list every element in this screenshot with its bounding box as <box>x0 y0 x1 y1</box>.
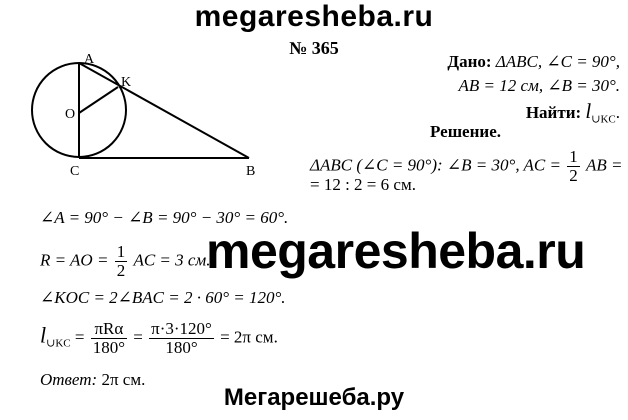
arc-substitution: $\frac{\pi\cdot 3\cdot 120^\circ}{180^\circ}$ <box>151 319 212 357</box>
given-line-2 <box>458 76 620 96</box>
answer-value: 2π см. <box>101 370 146 389</box>
solution-step-5: $l_{\cup KC}$ = $\frac{\text{πRα}}{180^\circ}$ = $\frac{\pi\cdot 3\cdot 120^\circ}{180^\circ}$ = 2π см. <box>40 319 278 357</box>
solution-step-4: ∠KOC = 2∠BAC = 2 · 60° = 120°. <box>40 288 286 307</box>
fraction-half: $\frac{1}{2}$ <box>116 242 126 280</box>
segment-ab <box>79 63 249 158</box>
label-b: B <box>246 164 256 179</box>
find-subscript: ∪KC <box>591 113 616 126</box>
watermark-middle: megaresheba.ru <box>206 223 586 279</box>
step1-pre: ΔABC (∠C = 90°): ∠B = 30°, AC = <box>310 155 561 175</box>
find-end: . <box>615 103 620 122</box>
problem-number: № 365 <box>289 38 339 58</box>
step1-post: AB = <box>585 155 623 175</box>
given-values: AB = 12 см, ∠B = 30°. <box>458 76 620 95</box>
find-symbol: l <box>585 99 592 123</box>
solution-step-1b: = 12 : 2 = 6 см. <box>310 175 416 194</box>
label-o: O <box>65 107 76 122</box>
find-label: Найти: <box>525 103 582 122</box>
given-line-1 <box>447 52 620 72</box>
step3-pre: R = AO = <box>40 250 109 270</box>
segment-ok <box>79 87 118 113</box>
label-c: C <box>70 164 80 179</box>
given-label: Дано: <box>447 52 492 71</box>
solution-step-2: ∠A = 90° − ∠B = 90° − 30° = 60°. <box>40 208 289 227</box>
label-k: K <box>121 75 132 90</box>
solution-step-3 <box>40 243 211 280</box>
watermark-bottom: Мегарешеба.ру <box>223 384 405 411</box>
arc-subscript: ∪KC <box>46 337 71 350</box>
fraction-half: $\frac{1}{2}$ <box>569 147 578 185</box>
find-line <box>526 99 620 125</box>
step3-post: AC = 3 см. <box>133 250 211 270</box>
answer-label: Ответ: <box>40 370 98 389</box>
given-triangle: ΔABC, ∠C = 90°, <box>495 52 620 71</box>
arc-formula: $\frac{\text{πRα}}{180^\circ}$ <box>92 319 126 357</box>
step5-result: = 2π см. <box>220 327 278 347</box>
watermark-top: megaresheba.ru <box>194 0 434 33</box>
solution-heading: Решение. <box>430 122 501 141</box>
label-a: A <box>84 52 95 67</box>
arc-symbol: l <box>40 322 47 348</box>
